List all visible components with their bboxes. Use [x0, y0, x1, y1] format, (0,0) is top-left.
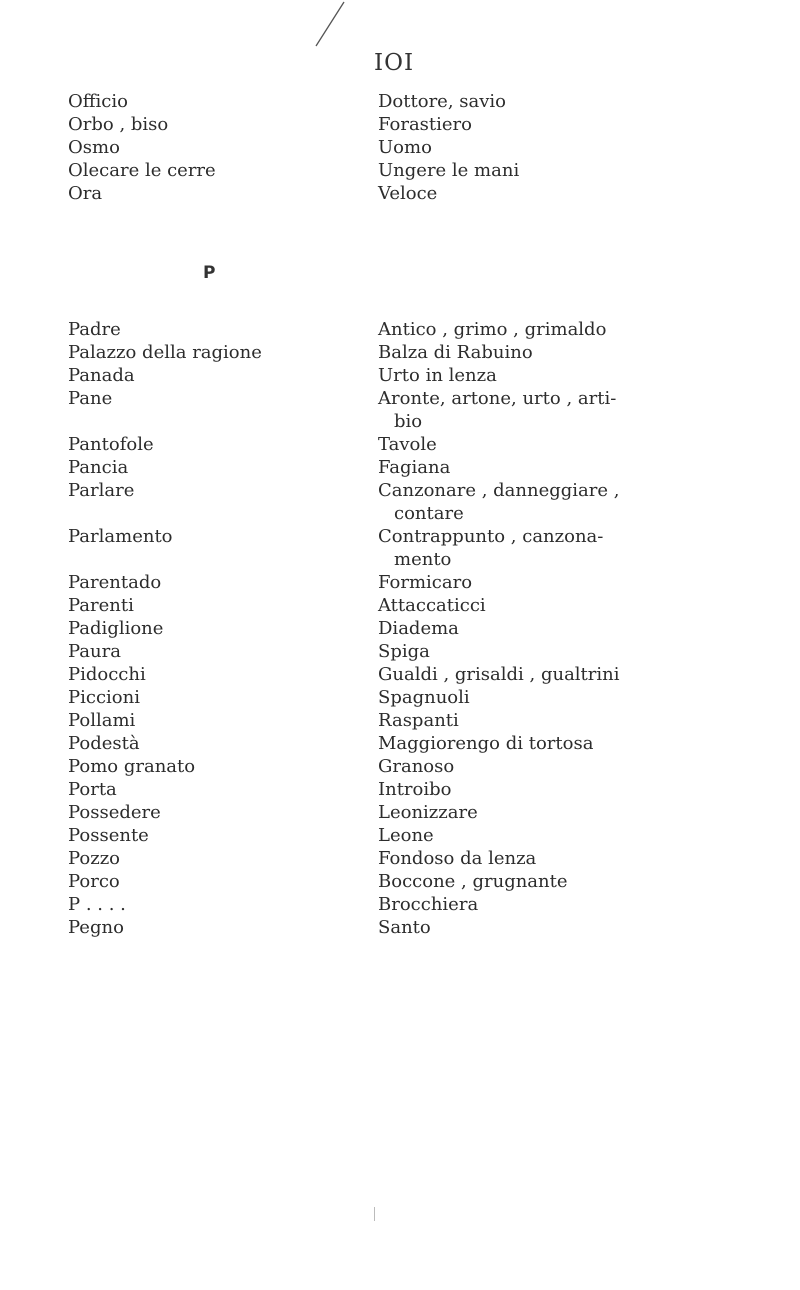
entry-translation: Fagiana — [378, 457, 451, 478]
entry-term: Piccioni — [68, 687, 140, 708]
entry-translation: Attaccaticci — [378, 595, 486, 616]
entry-term: Porta — [68, 779, 117, 800]
entry-translation: Veloce — [378, 183, 438, 204]
entry-translation: Aronte, artone, urto , arti- — [378, 388, 617, 409]
entry-translation: Uomo — [378, 137, 432, 158]
entry-term: Podestà — [68, 733, 140, 754]
entry-translation: Gualdi , grisaldi , gualtrini — [378, 664, 620, 685]
entry-translation: Granoso — [378, 756, 455, 777]
entry-translation: Santo — [378, 917, 431, 938]
entry-translation: Raspanti — [378, 710, 459, 731]
entry-translation: Leonizzare — [378, 802, 478, 823]
entry-translation: Contrappunto , canzona- — [378, 526, 604, 547]
entry-term: Parlare — [68, 480, 135, 501]
entry-translation: Spiga — [378, 641, 430, 662]
entry-term: Pancia — [68, 457, 129, 478]
entry-term: Pidocchi — [68, 664, 146, 685]
entry-translation: Brocchiera — [378, 894, 479, 915]
entry-term: Pollami — [68, 710, 136, 731]
entry-translation: Ungere le mani — [378, 160, 520, 181]
entry-term: Pantofole — [68, 434, 154, 455]
entry-translation: Maggiorengo di tortosa — [378, 733, 594, 754]
section-heading: P — [203, 263, 216, 283]
entry-term: Parentado — [68, 572, 162, 593]
entry-term: Pomo granato — [68, 756, 196, 777]
entry-translation: Forastiero — [378, 114, 472, 135]
entry-term: Palazzo della ragione — [68, 342, 262, 363]
entry-term: Olecare le cerre — [68, 160, 216, 181]
entry-translation: Antico , grimo , grimaldo — [378, 319, 607, 340]
entry-translation: Urto in lenza — [378, 365, 497, 386]
page-number: IOI — [374, 50, 415, 76]
entry-term: Officio — [68, 91, 128, 112]
entry-term: Paura — [68, 641, 121, 662]
entry-translation: Canzonare , danneggiare , — [378, 480, 620, 501]
entry-term: Pane — [68, 388, 113, 409]
entry-translation: Tavole — [378, 434, 437, 455]
entry-term: Porco — [68, 871, 120, 892]
entry-term: Padre — [68, 319, 121, 340]
entry-term: Orbo , biso — [68, 114, 169, 135]
pencil-slash-mark — [310, 0, 350, 48]
entry-translation-continuation: bio — [394, 411, 423, 432]
entry-translation: Spagnuoli — [378, 687, 470, 708]
entry-translation: Balza di Rabuino — [378, 342, 533, 363]
entry-term: Possente — [68, 825, 149, 846]
entry-translation-continuation: mento — [394, 549, 452, 570]
entry-term: Parlamento — [68, 526, 173, 547]
entry-term: P . . . . — [68, 894, 126, 915]
entry-translation-continuation: contare — [394, 503, 464, 524]
entry-translation: Boccone , grugnante — [378, 871, 568, 892]
entry-translation: Formicaro — [378, 572, 473, 593]
entry-term: Ora — [68, 183, 103, 204]
entry-translation: Fondoso da lenza — [378, 848, 537, 869]
entry-term: Pozzo — [68, 848, 121, 869]
entry-term: Padiglione — [68, 618, 164, 639]
entry-translation: Dottore, savio — [378, 91, 507, 112]
entry-term: Possedere — [68, 802, 161, 823]
entry-term: Osmo — [68, 137, 120, 158]
entry-translation: Introibo — [378, 779, 452, 800]
entry-translation: Diadema — [378, 618, 459, 639]
print-mark — [374, 1207, 375, 1221]
entry-term: Parenti — [68, 595, 134, 616]
entry-term: Pegno — [68, 917, 124, 938]
entry-term: Panada — [68, 365, 135, 386]
entry-translation: Leone — [378, 825, 434, 846]
